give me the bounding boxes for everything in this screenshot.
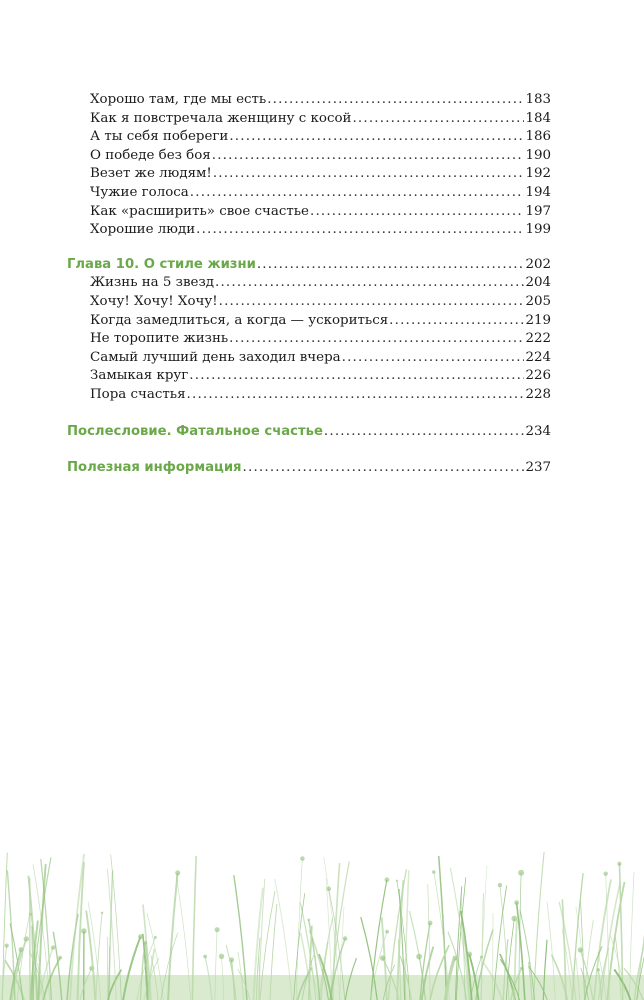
toc-entry[interactable] bbox=[67, 128, 551, 147]
toc-entry-title: Когда замедлиться, а когда — ускориться bbox=[90, 312, 389, 328]
toc-chapter-heading[interactable] bbox=[67, 423, 551, 442]
grass-blade bbox=[493, 913, 494, 1000]
dot-leader bbox=[389, 312, 524, 331]
toc-entry-title: О победе без боя bbox=[90, 147, 211, 163]
dot-leader bbox=[212, 147, 525, 166]
table-of-contents bbox=[67, 91, 551, 478]
toc-entry[interactable] bbox=[67, 386, 551, 405]
toc-chapter-heading[interactable] bbox=[67, 256, 551, 275]
grass-seed-head bbox=[428, 921, 433, 926]
grass-seed-head bbox=[308, 919, 310, 921]
grass-seed-head bbox=[215, 927, 220, 932]
toc-entry-title: Хочу! Хочу! Хочу! bbox=[90, 293, 218, 309]
grass-seed-head bbox=[58, 956, 62, 960]
toc-entry-page: 219 bbox=[525, 312, 551, 328]
grass-illustration bbox=[0, 840, 644, 1000]
grass-seed-head bbox=[396, 880, 398, 882]
toc-chapter-page: 234 bbox=[525, 423, 551, 439]
grass-seed-head bbox=[520, 967, 523, 970]
dot-leader bbox=[189, 367, 524, 386]
section-spacer bbox=[67, 240, 551, 256]
toc-entry-page: 224 bbox=[525, 349, 551, 365]
toc-chapter-heading[interactable] bbox=[67, 459, 551, 478]
grass-seed-head bbox=[597, 968, 600, 971]
toc-chapter-title: Полезная информация bbox=[67, 460, 242, 476]
toc-subsection-list bbox=[67, 91, 551, 240]
toc-entry-page: 226 bbox=[525, 368, 551, 384]
toc-entry-title: Хорошо там, где мы есть bbox=[90, 92, 267, 107]
grass-seed-head bbox=[604, 872, 608, 876]
grass-seed-head bbox=[101, 912, 103, 914]
toc-entry[interactable] bbox=[67, 147, 551, 166]
toc-entry-title: Как «расширить» свое счастье bbox=[90, 203, 309, 219]
toc-chapter-page: 237 bbox=[525, 460, 551, 476]
grass-seed-head bbox=[175, 870, 180, 875]
grass-seed-head bbox=[385, 877, 390, 882]
dot-leader bbox=[213, 165, 525, 184]
toc-entry-page: 190 bbox=[525, 147, 551, 163]
section-spacer bbox=[67, 441, 551, 459]
toc-chapter-page: 202 bbox=[525, 256, 551, 272]
toc-entry[interactable] bbox=[67, 165, 551, 184]
toc-entry[interactable] bbox=[67, 221, 551, 240]
toc-entry-title: Как я повстречала женщину с косой bbox=[90, 110, 352, 126]
toc-chapter-10 bbox=[67, 256, 551, 405]
toc-entry[interactable] bbox=[67, 349, 551, 368]
toc-entry-title: Не торопите жизнь bbox=[90, 331, 229, 347]
grass-seed-head bbox=[51, 945, 55, 949]
grass-seed-head bbox=[380, 955, 385, 960]
grass-seed-head bbox=[498, 883, 502, 887]
toc-entry-page: 186 bbox=[525, 129, 551, 145]
toc-entry-page: 199 bbox=[525, 222, 551, 238]
toc-entry-page: 222 bbox=[525, 331, 551, 347]
toc-entry-title: Жизнь на 5 звезд bbox=[90, 275, 215, 291]
dot-leader bbox=[196, 221, 524, 240]
grass-seed-head bbox=[154, 936, 157, 939]
dot-leader bbox=[219, 293, 525, 312]
grass-seed-head bbox=[143, 941, 146, 944]
dot-leader bbox=[267, 91, 524, 110]
grass-seed-head bbox=[385, 930, 389, 934]
toc-entry-page: 183 bbox=[525, 92, 551, 107]
dot-leader bbox=[229, 128, 524, 147]
dot-leader bbox=[352, 110, 524, 129]
toc-entry[interactable] bbox=[67, 293, 551, 312]
grass-seed-head bbox=[578, 947, 583, 952]
toc-entry-page: 184 bbox=[525, 110, 551, 126]
toc-entry-page: 197 bbox=[525, 203, 551, 219]
grass-seed-head bbox=[617, 862, 621, 866]
dot-leader bbox=[229, 330, 524, 349]
toc-entry-page: 228 bbox=[525, 386, 551, 402]
grass-seed-head bbox=[480, 956, 483, 959]
dot-leader bbox=[187, 386, 525, 405]
toc-chapter-title: Глава 10. О стиле жизни bbox=[67, 256, 256, 272]
grass-seed-head bbox=[432, 870, 436, 874]
dot-leader bbox=[190, 184, 525, 203]
toc-entry[interactable] bbox=[67, 91, 551, 110]
toc-entry[interactable] bbox=[67, 184, 551, 203]
toc-entry-title: Пора счастья bbox=[90, 386, 186, 402]
toc-entry-title: Самый лучший день заходил вчера bbox=[90, 349, 341, 365]
dot-leader bbox=[342, 349, 525, 368]
toc-entry[interactable] bbox=[67, 367, 551, 386]
toc-entry[interactable] bbox=[67, 110, 551, 129]
toc-entry-page: 192 bbox=[525, 166, 551, 182]
dot-leader bbox=[215, 274, 524, 293]
toc-entry-page: 205 bbox=[525, 293, 551, 309]
dot-leader bbox=[324, 423, 525, 442]
grass-seed-head bbox=[343, 936, 348, 941]
toc-entry[interactable] bbox=[67, 330, 551, 349]
grass-seed-head bbox=[416, 954, 422, 960]
grass-seed-head bbox=[518, 870, 524, 876]
toc-entry-page: 194 bbox=[525, 184, 551, 200]
grass-seed-head bbox=[203, 955, 207, 959]
toc-entry-title: Замыкая круг bbox=[90, 368, 189, 384]
grass-seed-head bbox=[81, 928, 87, 934]
toc-entry-title: Чужие голоса bbox=[90, 184, 189, 200]
toc-entry[interactable] bbox=[67, 312, 551, 331]
toc-entry[interactable] bbox=[67, 274, 551, 293]
toc-entry-title: А ты себя побереги bbox=[90, 129, 229, 145]
dot-leader bbox=[257, 256, 525, 275]
toc-entry-title: Везет же людям! bbox=[90, 166, 212, 182]
toc-chapter-title: Послесловие. Фатальное счастье bbox=[67, 423, 323, 439]
grass-seed-head bbox=[219, 954, 224, 959]
toc-entry-title: Хорошие люди bbox=[90, 222, 196, 238]
dot-leader bbox=[243, 459, 525, 478]
section-spacer bbox=[67, 405, 551, 423]
toc-entry[interactable] bbox=[67, 203, 551, 222]
toc-entry-page: 204 bbox=[525, 275, 551, 291]
grass-seed-head bbox=[138, 934, 143, 939]
grass-seed-head bbox=[300, 856, 305, 861]
grass-seed-head bbox=[5, 944, 9, 948]
dot-leader bbox=[310, 203, 524, 222]
grass-seed-head bbox=[514, 900, 519, 905]
